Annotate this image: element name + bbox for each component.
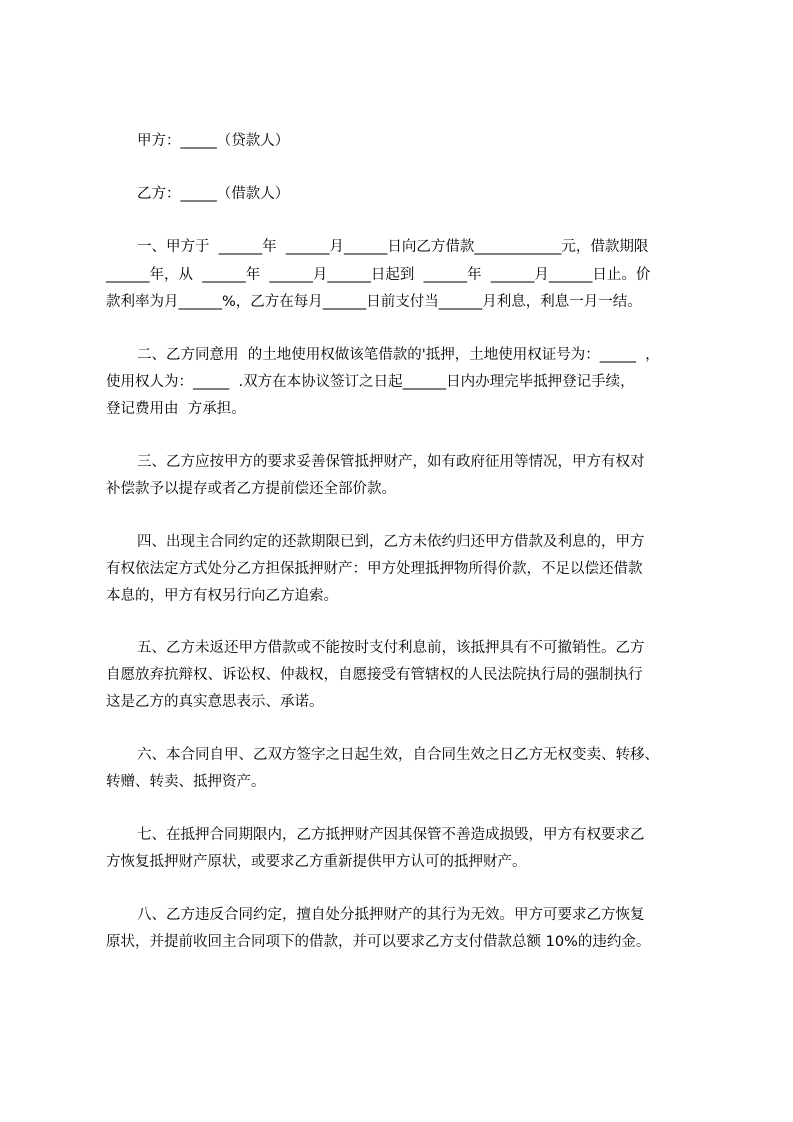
clause-4-line-1: 四、出现主合同约定的还款期限已到，乙方未依约归还甲方借款及利息的，甲方 (137, 534, 645, 550)
clause-8-line-1: 八、乙方违反合同约定，擅自处分抵押财产的其行为无效。甲方可要求乙方恢复 (137, 907, 645, 923)
clause-4-line-2: 有权依法定方式处分乙方担保抵押财产：甲方处理抵押物所得价款，不足以偿还借款 (106, 561, 643, 577)
clause-6-line-1: 六、本合同自甲、乙双方签字之日起生效，自合同生效之日乙方无权变卖、转移、 (137, 747, 659, 763)
clause-7-line-2: 方恢复抵押财产原状，或要求乙方重新提供甲方认可的抵押财产。 (106, 854, 527, 870)
clause-4-line-3: 本息的，甲方有权另行向乙方追索。 (106, 588, 338, 604)
clause-1-line-3: 款利率为月______%，乙方在每月______日前支付当______月利息，利息一月一结。 (106, 294, 642, 310)
clause-8-line-2: 原状，并提前收回主合同项下的借款，并可以要求乙方支付借款总额 10%的违约金。 (106, 934, 651, 950)
clause-2-line-2: 使用权人为：_____ .双方在本协议签订之日起______日内办理完毕抵押登记手续， (106, 374, 635, 390)
party-b-line: 乙方：_____（借款人） (137, 186, 290, 202)
clause-5-line-2: 自愿放弃抗辩权、诉讼权、仲裁权，自愿接受有管辖权的人民法院执行局的强制执行 (106, 667, 643, 683)
clause-3-line-2: 补偿款予以提存或者乙方提前偿还全部价款。 (106, 481, 396, 497)
clause-3-line-1: 三、乙方应按甲方的要求妥善保管抵押财产，如有政府征用等情况，甲方有权对 (137, 454, 645, 470)
clause-2-line-1: 二、乙方同意用 的土地使用权做该笔借款的'抵押，土地使用权证号为：_____ ， (137, 347, 660, 363)
clause-6-line-2: 转赠、转卖、抵押资产。 (106, 774, 266, 790)
clause-5-line-1: 五、乙方未返还甲方借款或不能按时支付利息前，该抵押具有不可撤销性。乙方 (137, 640, 645, 656)
clause-5-line-3: 这是乙方的真实意思表示、承诺。 (106, 694, 324, 710)
party-a-line: 甲方：_____（贷款人） (137, 133, 290, 149)
clause-1-line-1: 一、甲方于 ______年 ______月______日向乙方借款____________元，借款期限 (137, 239, 649, 255)
clause-7-line-1: 七、在抵押合同期限内，乙方抵押财产因其保管不善造成损毁，甲方有权要求乙 (137, 827, 645, 843)
clause-1-line-2: ______年，从 ______年 ______月______日起到 ______年 ______月______日止。价 (106, 267, 651, 283)
clause-2-line-3: 登记费用由 方承担。 (106, 401, 246, 417)
